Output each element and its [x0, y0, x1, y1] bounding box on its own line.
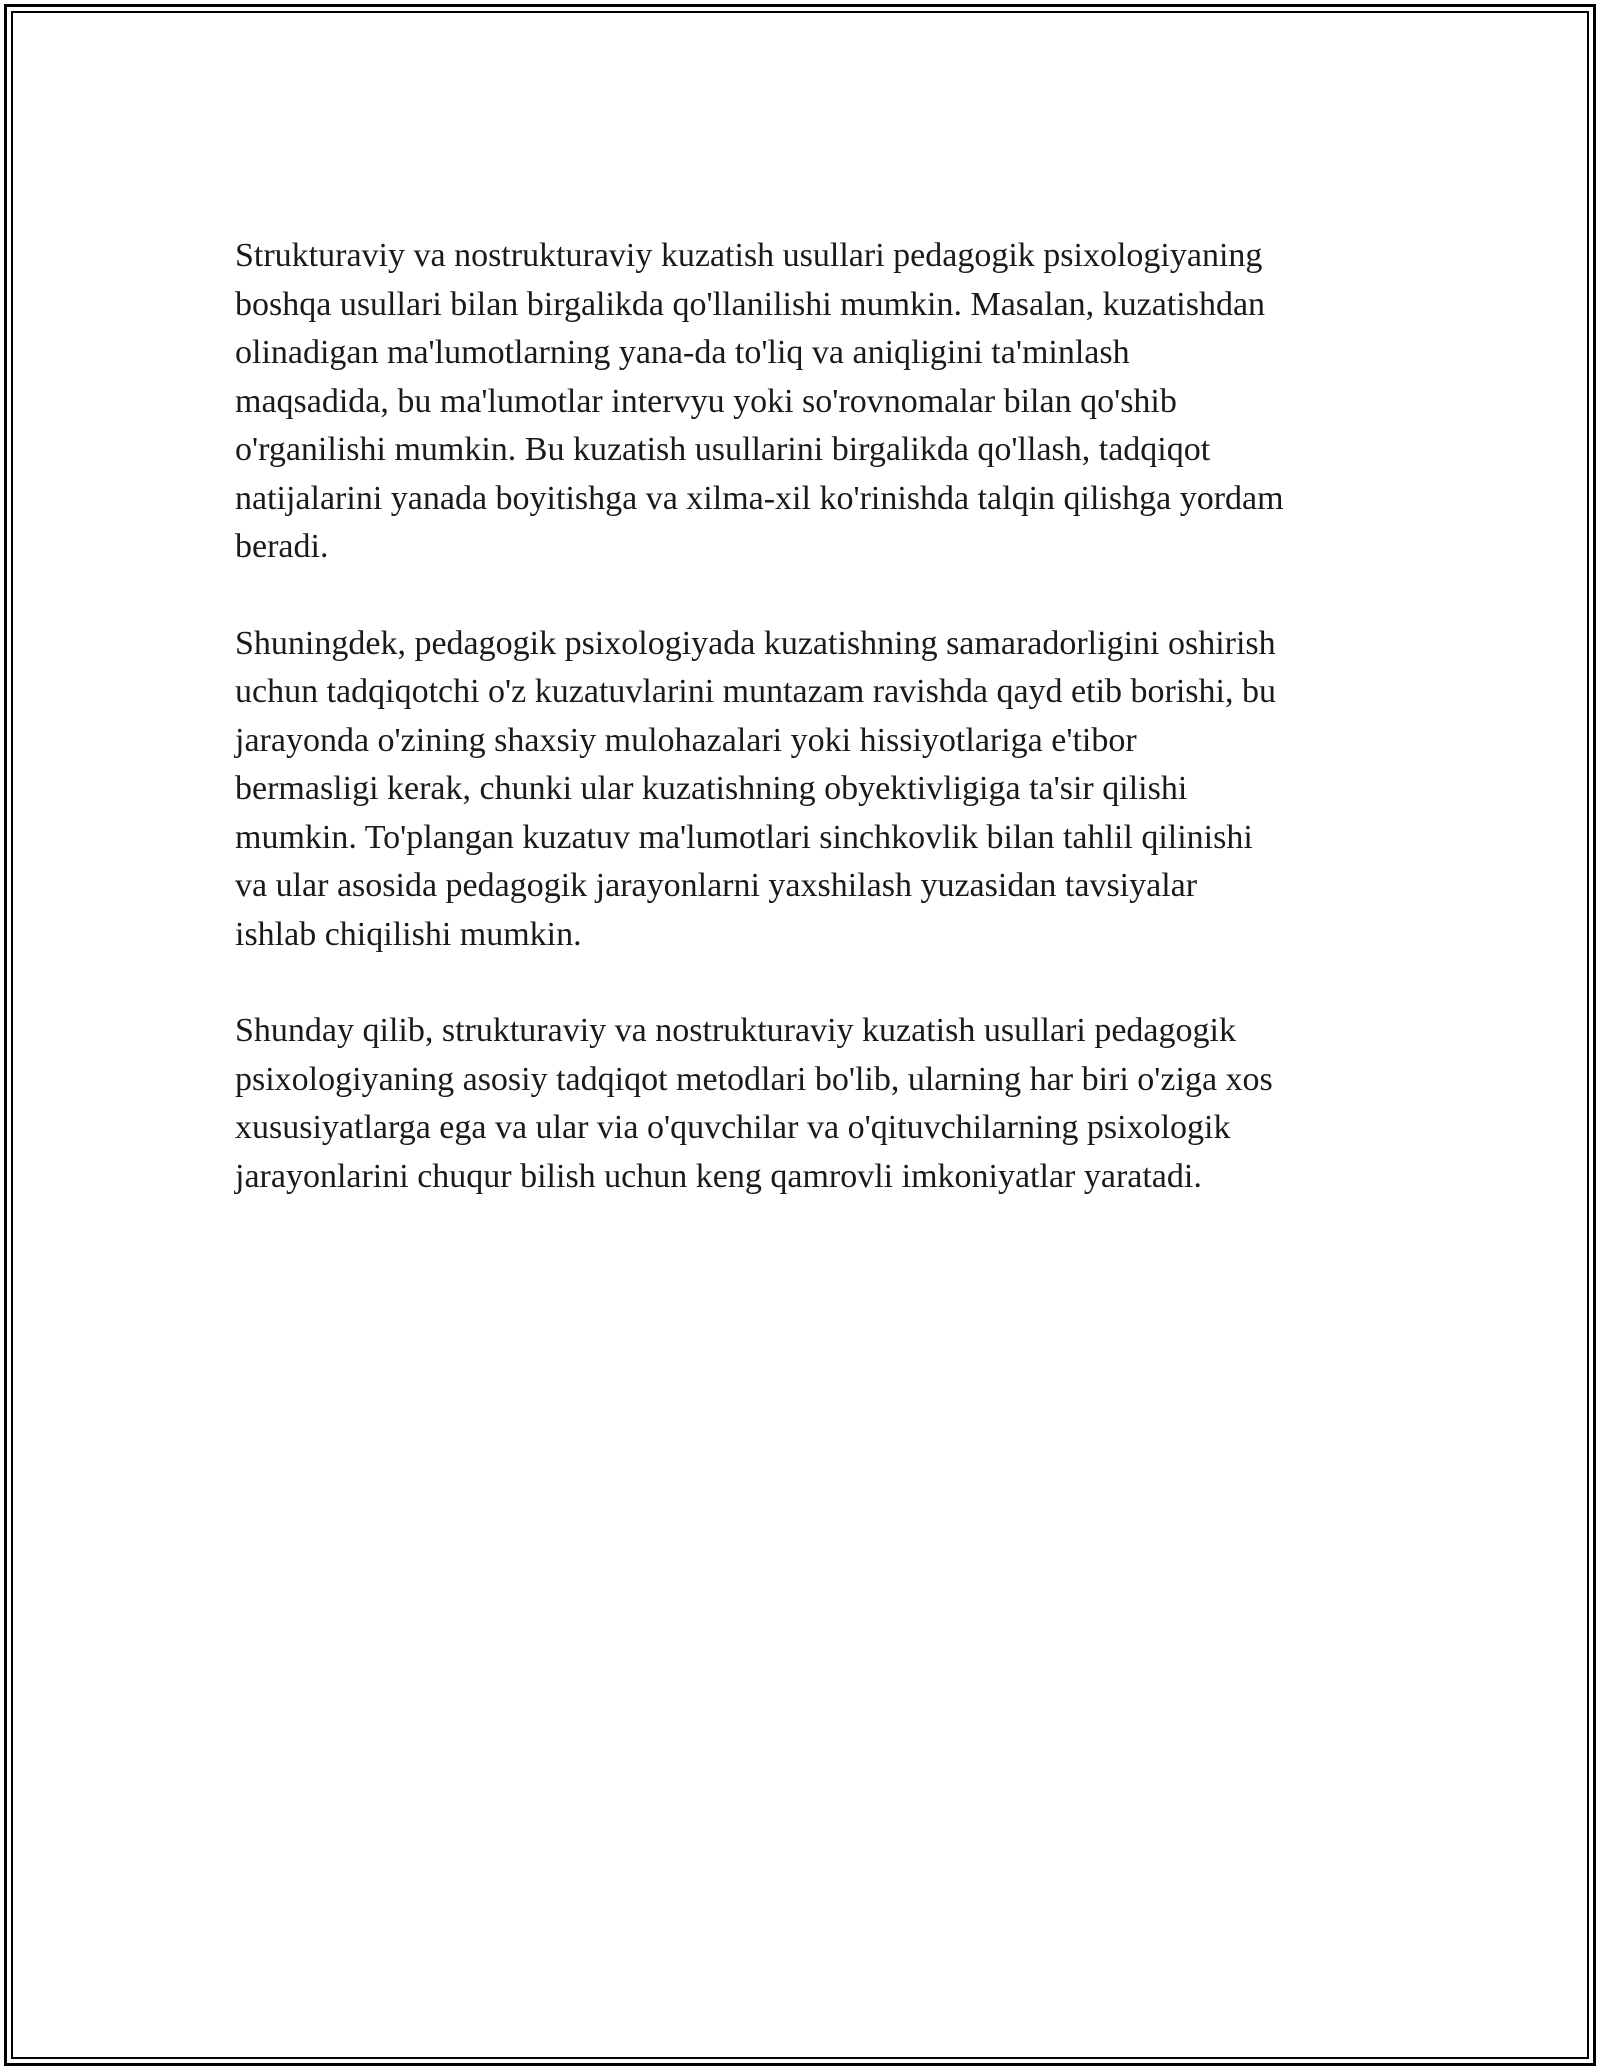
paragraph-line: Shuningdek, pedagogik psixologiyada kuzatishning samaradorligini oshirish	[235, 624, 1276, 662]
document-body	[235, 232, 1375, 1249]
paragraph-line: ishlab chiqilishi mumkin.	[235, 915, 582, 953]
paragraph-line: va ular asosida pedagogik jarayonlarni yaxshilash yuzasidan tavsiyalar	[235, 867, 1198, 904]
paragraph-line: uchun tadqiqotchi o'z kuzatuvlarini muntazam ravishda qayd etib borishi, bu	[235, 673, 1276, 710]
paragraph-line: maqsadida, bu ma'lumotlar intervyu yoki so'rovnomalar bilan qo'shib	[235, 382, 1177, 420]
paragraph-line: beradi.	[235, 528, 329, 565]
paragraph-2	[235, 620, 1375, 960]
paragraph-line: psixologiyaning asosiy tadqiqot metodlari bo'lib, ularning har biri o'ziga xos	[235, 1060, 1273, 1098]
paragraph-line: olinadigan ma'lumotlarning yana-da to'liq va aniqligini ta'minlash	[235, 334, 1130, 371]
paragraph-line: xususiyatlarga ega va ular via o'quvchilar va o'qituvchilarning psixologik	[235, 1109, 1231, 1146]
paragraph-1	[235, 232, 1375, 572]
paragraph-line: o'rganilishi mumkin. Bu kuzatish usullarini birgalikda qo'llash, tadqiqot	[235, 431, 1211, 468]
paragraph-line: Shunday qilib, strukturaviy va nostrukturaviy kuzatish usullari pedagogik	[235, 1012, 1236, 1049]
paragraph-line: jarayonda o'zining shaxsiy mulohazalari yoki hissiyotlariga e'tibor	[235, 721, 1137, 759]
paragraph-line: mumkin. To'plangan kuzatuv ma'lumotlari sinchkovlik bilan tahlil qilinishi	[235, 818, 1253, 856]
paragraph-line: jarayonlarini chuqur bilish uchun keng qamrovli imkoniyatlar yaratadi.	[235, 1157, 1202, 1195]
paragraph-line: Strukturaviy va nostrukturaviy kuzatish usullari pedagogik psixologiyaning	[235, 237, 1263, 274]
paragraph-3	[235, 1007, 1375, 1201]
paragraph-line: bermasligi kerak, chunki ular kuzatishning obyektivligiga ta'sir qilishi	[235, 770, 1188, 807]
paragraph-line: boshqa usullari bilan birgalikda qo'llanilishi mumkin. Masalan, kuzatishdan	[235, 285, 1266, 323]
paragraph-line: natijalarini yanada boyitishga va xilma-xil ko'rinishda talqin qilishga yordam	[235, 479, 1284, 517]
